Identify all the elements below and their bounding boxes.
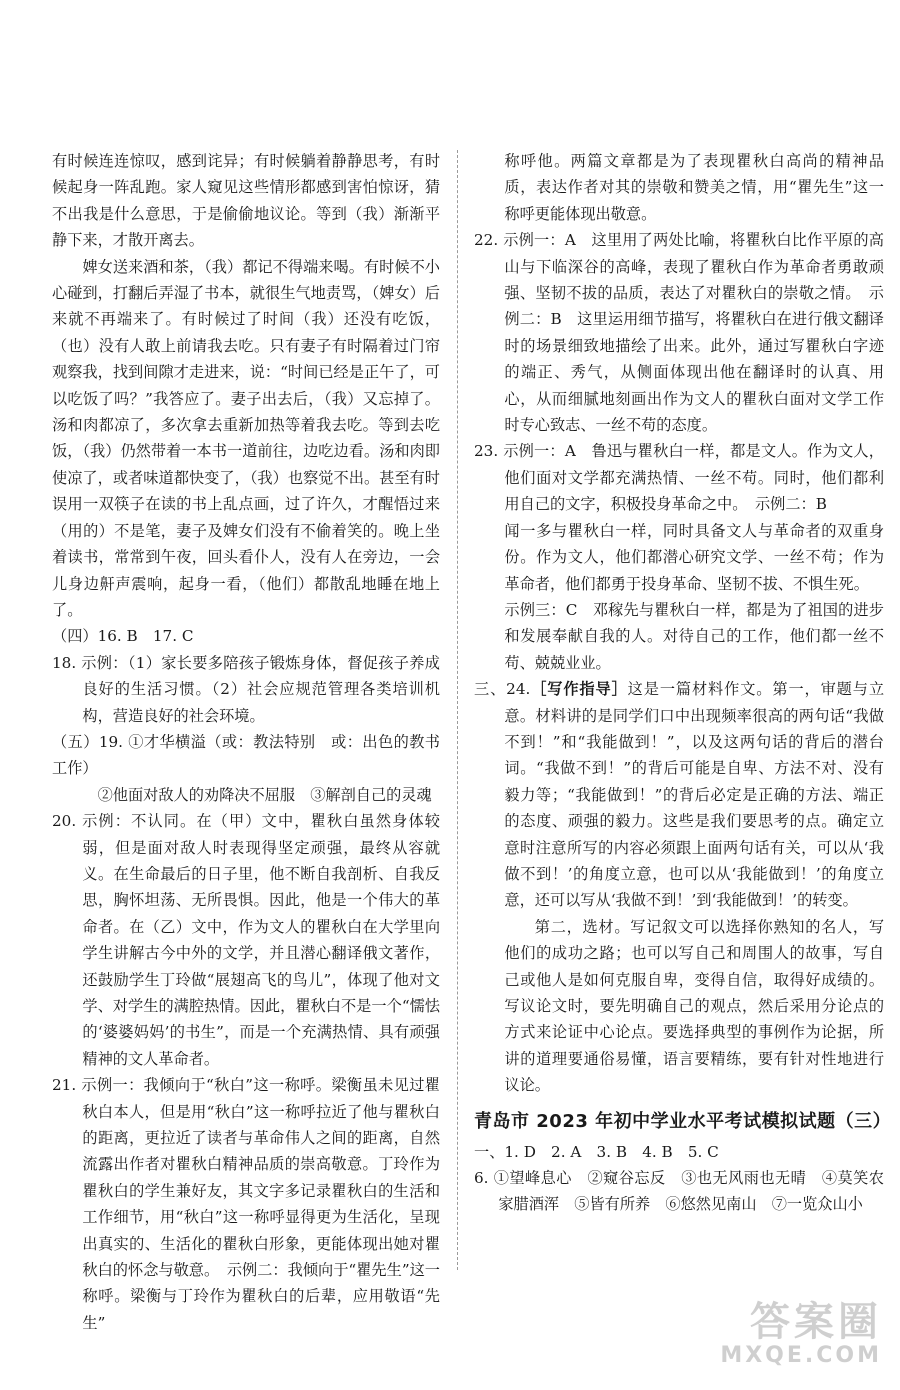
writing-guide-tag: ［写作指导］ [530,680,628,699]
answer-19-line2: ②他面对敌人的劝降决不屈服 ③解剖自己的灵魂 [97,785,432,804]
answer-24-guidance [474,676,884,914]
answer-19-line1: （五）19. ①才华横溢（或：教法特别 或：出色的教书工作） [52,732,440,778]
answer-21-continued: 称呼他。两篇文章都是为了表现瞿秋白高尚的精神品质，表达作者对其的崇敬和赞美之情，用“瞿先生”这一称呼更能体现出敬意。 [504,152,884,223]
exam-section-title: 青岛市 2023 年初中学业水平考试模拟试题（三） [474,1110,892,1132]
answer-23-example-2: 闻一多与瞿秋白一样，同时具备文人与革命者的双重身份。作为文人，他们都潜心研究文学、一丝不苟；作为革命者，他们都勇于投身革命、坚韧不拔、不惧生死。 [504,521,884,593]
answer-18: 18. 示例：（1）家长要多陪孩子锻炼身体，督促孩子养成良好的生活习惯。（2）社会应规范管理各类培训机构，营造良好的社会环境。 [52,653,440,725]
right-column [474,148,892,1218]
answer-24-para-2: 第二，选材。写记叙文可以选择你熟知的名人，写他们的成功之路；也可以写自己和周围人的故事，写自己或他人是如何克服自卑，变得自信，取得好成绩的。写议论文时，要先明确自己的观点，然后采用分论点的方式来论证中心论点。要选择典型的事例作为论据，所讲的道理要通俗易懂，语言要精练，要有针对性地进行议论。 [504,917,884,1095]
translation-para-1: 有时候连连惊叹，感到诧异；有时候躺着静静思考，有时候起身一阵乱跑。家人窥见这些情形都感到害怕惊讶，猜不出我是什么意思，于是偷偷地议论。等到（我）渐渐平静下来，才散开离去。 [52,152,440,250]
watermark-url: MXQE.COM [720,1343,882,1368]
answer-21: 21. 示例一：我倾向于“秋白”这一称呼。梁衡虽未见过瞿秋白本人，但是用“秋白”这一称呼拉近了他与瞿秋白的距离，更拉近了读者与革命伟人之间的距离，自然流露出作者对瞿秋白精神品质的崇高敬意。丁玲作为瞿秋白的学生兼好友，其文字多记录瞿秋白的生活和工作细节，用“秋白”这一称呼显得更为生活化，呈现出真实的、生活化的瞿秋白形象，更能体现出她对瞿秋白的怀念与敬意。 示例二：我倾向于“瞿先生”这一称呼。梁衡与丁玲作为瞿秋白的后辈，应用敬语“先生” [52,1076,440,1332]
watermark-logo [720,1300,882,1368]
column-divider [457,150,458,1270]
answer-6: 6. ①望峰息心 ②窥谷忘反 ③也无风雨也无晴 ④莫笑农家腊酒浑 ⑤皆有所养 ⑥悠然见南山 ⑦一览众山小 [474,1169,884,1214]
translation-para-2: 婢女送来酒和茶，（我）都记不得端来喝。有时候不小心碰到，打翻后弄湿了书本，就很生气地责骂，（婢女）后来就不再端来了。有时候过了时间（我）还没有吃饭，（也）没有人敢上前请我去吃。只有妻子有时隔着过门帘观察我，找到间隙才走进来，说：“时间已经是正午了，可以吃饭了吗？”我答应了。妻子出去后，（我）又忘掉了。汤和肉都凉了，多次拿去重新加热等着我去吃。等到去吃饭，（我）仍然带着一本书一道前往，边吃边看。汤和肉即使凉了，或者味道都快变了，（我）也察觉不出。甚至有时误用一双筷子在读的书上乱点画，过了许久，才醒悟过来（用的）不是笔，妻子及婢女们没有不偷着笑的。晚上坐着读书，常常到午夜，回头看仆人，没有人在旁边，一会儿身边鼾声震响，起身一看，（他们）都散乱地睡在地上了。 [52,257,440,619]
answer-23-example-1: 23. 示例一：A 鲁迅与瞿秋白一样，都是文人。作为文人，他们面对文学都充满热情、一丝不苟。同时，他们都利用自己的文字，积极投身革命之中。 示例二：B [474,442,884,514]
answer-23-example-3: 示例三：C 邓稼先与瞿秋白一样，都是为了祖国的进步和发展奉献自我的人。对待自己的工作，他们都一丝不苟、兢兢业业。 [504,600,884,672]
answer-24-number: 三、24. [474,680,531,699]
multiple-choice-answers: 一、1. D 2. A 3. B 4. B 5. C [474,1142,719,1161]
answer-20: 20. 示例：不认同。在（甲）文中，瞿秋白虽然身体较弱，但是面对敌人时表现得坚定顽强，最终从容就义。在生命最后的日子里，他不断自我剖析、自我反思，胸怀坦荡、无所畏惧。因此，他是一个伟大的革命者。在（乙）文中，作为文人的瞿秋白在大学里向学生讲解古今中外的文学，并且潜心翻译俄文著作，还鼓励学生丁玲做“展翅高飞的鸟儿”，体现了他对文学、对学生的满腔热情。因此，瞿秋白不是一个“懦怯的‘婆婆妈妈’的书生”，而是一个充满热情、具有顽强精神的文人革命者。 [52,812,440,1068]
left-column [52,148,440,1336]
answer-24-text: 这是一篇材料作文。第一，审题与立意。材料讲的是同学们口中出现频率很高的两句话“我做不到！”和“我能做到！”，以及这两句话的背后的潜台词。“我做不到！”的背后可能是自卑、方法不对、没有毅力等；“我能做到！”的背后必定是正确的方法、端正的态度、顽强的毅力。这些是我们要思考的点。确定立意时注意所写的内容必须跟上面两句话有关，可以从‘我做不到！’的角度立意，也可以从‘我能做到！’的角度立意，还可以写从‘我做不到！’到‘我能做到！’的转变。 [504,680,885,910]
answer-16-17: （四）16. B 17. C [52,627,194,646]
watermark-text: 答案圈 [750,1299,882,1345]
answer-22: 22. 示例一：A 这里用了两处比喻，将瞿秋白比作平原的高山与下临深谷的高峰，表现了瞿秋白作为革命者勇敢顽强、坚韧不拔的品质，表达了对瞿秋白的崇敬之情。 示例二：B 这里运用细节描写，将瞿秋白在进行俄文翻译时的场景细致地描绘了出来。此外，通过写瞿秋白字迹的端正、秀气，从侧面体现出他在翻译时的认真、用心，从而细腻地刻画出作为文人的瞿秋白面对文学工作时专心致志、一丝不苟的态度。 [474,231,884,435]
